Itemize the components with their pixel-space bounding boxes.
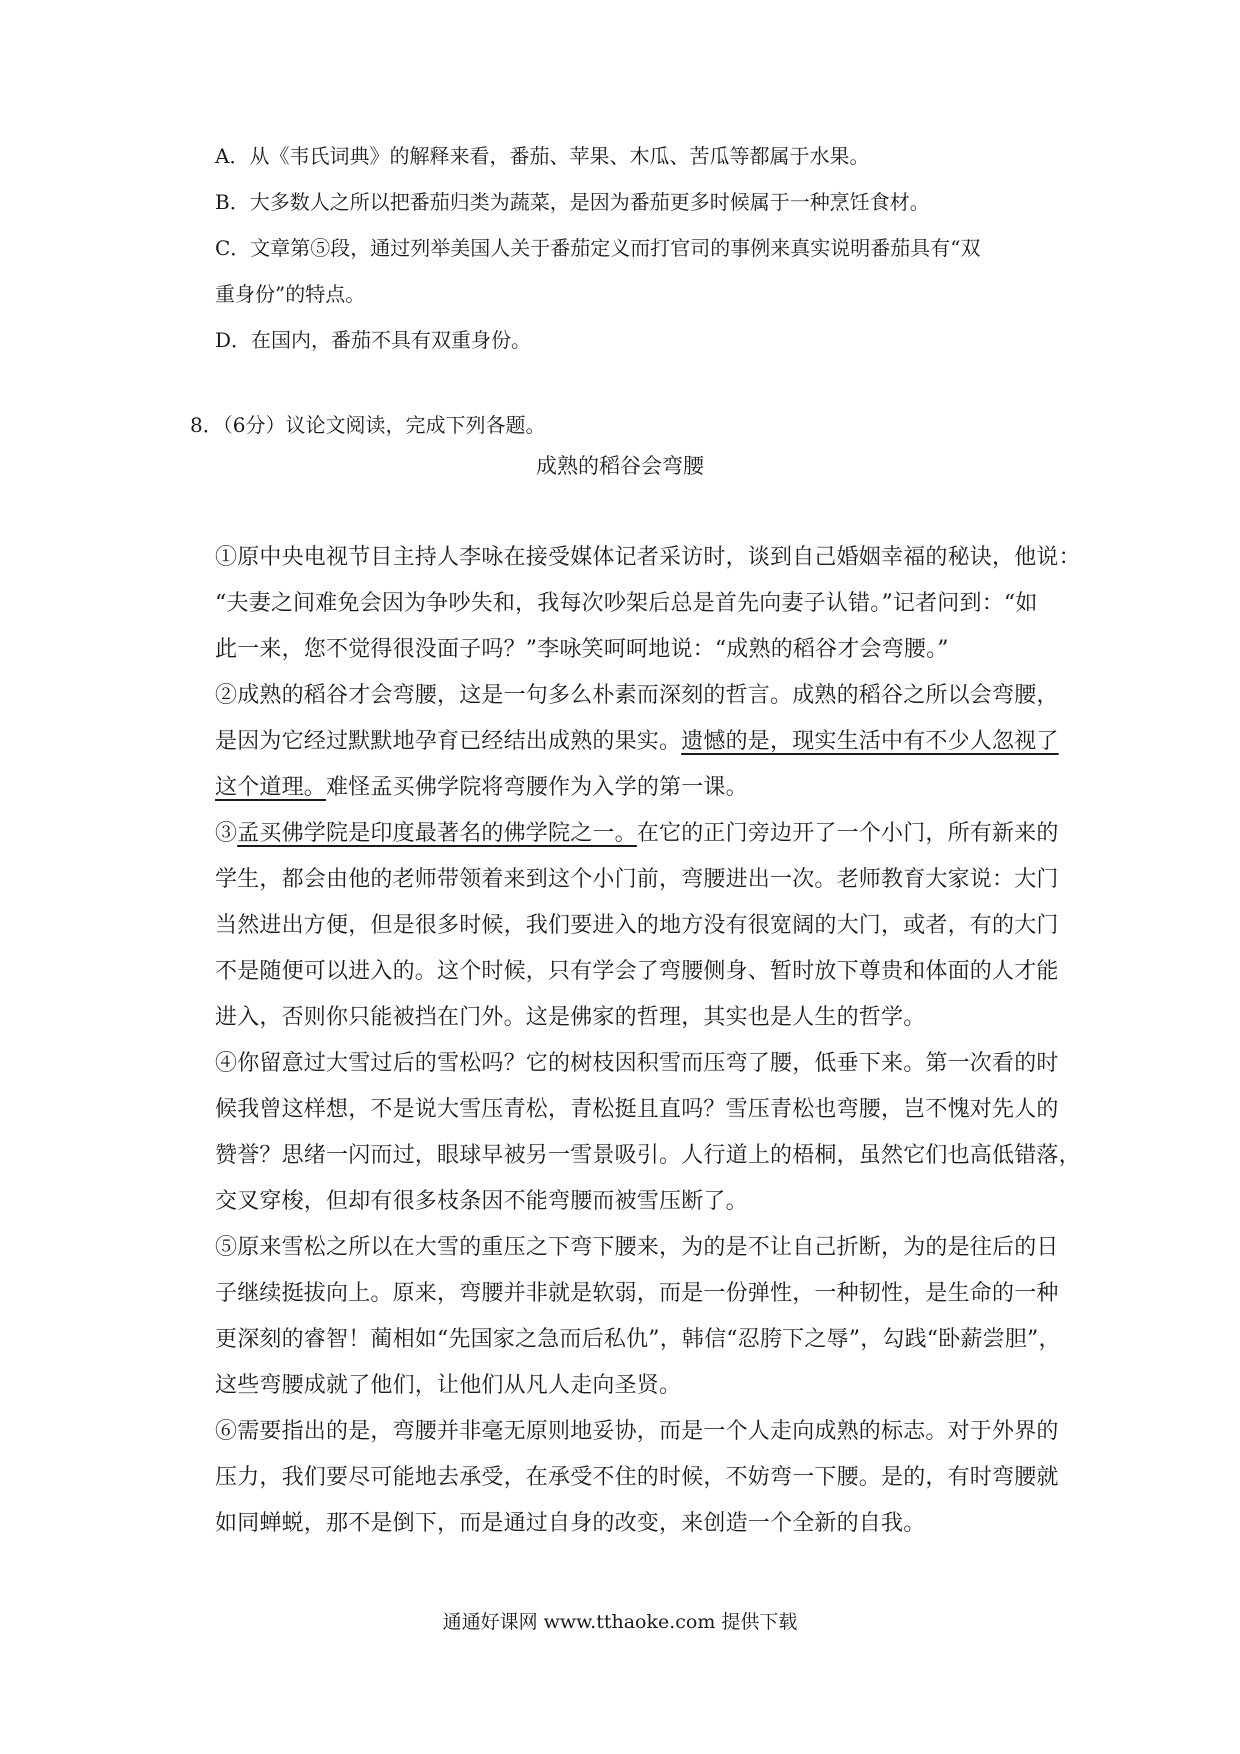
paragraph-line: 交叉穿梭，但却有很多枝条因不能弯腰而被雪压断了。 (215, 1189, 748, 1214)
option-c-line-1: C．文章第⑤段，通过列举美国人关于番茄定义而打官司的事例来真实说明番茄具有“双 (215, 236, 981, 260)
underlined-sentence: 这个道理。 (215, 775, 327, 800)
paragraph-line: 进入，否则你只能被挡在门外。这是佛家的哲理，其实也是人生的哲学。 (215, 1005, 926, 1030)
underlined-sentence: 孟买佛学院是印度最著名的佛学院之一。 (237, 821, 637, 846)
paragraph-line: 压力，我们要尽可能地去承受，在承受不住的时候，不妨弯一下腰。是的，有时弯腰就 (215, 1465, 1059, 1490)
paragraph-line: “夫妻之间难免会因为争吵失和，我每次吵架后总是首先向妻子认错。”记者问到：“如 (215, 591, 1038, 616)
paragraph-line: 学生，都会由他的老师带领着来到这个小门前，弯腰进出一次。老师教育大家说：大门 (215, 867, 1059, 892)
paragraph-line: 候我曾这样想，不是说大雪压青松，青松挺且直吗？雪压青松也弯腰，岂不愧对先人的 (215, 1097, 1059, 1122)
option-c (215, 225, 1055, 317)
paragraph-line: 当然进出方便，但是很多时候，我们要进入的地方没有很宽阔的大门，或者，有的大门 (215, 913, 1059, 938)
paragraph-line: 这些弯腰成就了他们，让他们从凡人走向圣贤。 (215, 1373, 682, 1398)
paragraph-line: 更深刻的睿智！蔺相如“先国家之急而后私仇”，韩信“忍胯下之辱”，勾践“卧薪尝胆”， (215, 1327, 1061, 1352)
paragraph-text: 难怪孟买佛学院将弯腰作为入学的第一课。 (326, 775, 748, 800)
paragraph-text: 是因为它经过默默地孕育已经结出成熟的果实。 (215, 729, 682, 754)
paragraph-1 (215, 535, 1081, 673)
paragraph-line: 子继续挺拔向上。原来，弯腰并非就是软弱，而是一份弹性，一种韧性，是生命的一种 (215, 1281, 1059, 1306)
paragraph-line: ④你留意过大雪过后的雪松吗？它的树枝因积雪而压弯了腰，低垂下来。第一次看的时 (215, 1051, 1059, 1076)
paragraph-line: ①原中央电视节目主持人李咏在接受媒体记者采访时，谈到自己婚姻幸福的秘诀，他说： (215, 545, 1081, 570)
paragraph-3 (215, 811, 1060, 1041)
paragraph-text: ③ (215, 821, 238, 846)
paragraph-line: ②成熟的稻谷才会弯腰，这是一句多么朴素而深刻的哲言。成熟的稻谷之所以会弯腰， (215, 683, 1059, 708)
paragraph-line: 不是随便可以进入的。这个时候，只有学会了弯腰侧身、暂时放下尊贵和体面的人才能 (215, 959, 1059, 984)
paragraph-6 (215, 1409, 1060, 1547)
paragraph-line: 此一来，您不觉得很没面子吗？”李咏笑呵呵地说：“成熟的稻谷才会弯腰。” (215, 637, 949, 662)
underlined-sentence: 遗憾的是，现实生活中有不少人忽视了 (681, 729, 1059, 754)
paragraph-line: 如同蝉蜕，那不是倒下，而是通过自身的改变，来创造一个全新的自我。 (215, 1511, 926, 1536)
paragraph-line (215, 719, 1060, 765)
question-8-heading: 8．（6分）议论文阅读，完成下列各题。 (190, 413, 546, 437)
paragraph-line: 赞誉？思绪一闪而过，眼球早被另一雪景吸引。人行道上的梧桐，虽然它们也高低错落， (215, 1143, 1081, 1168)
paragraph-5 (215, 1225, 1060, 1409)
paragraph-line (215, 811, 1060, 857)
paragraph-line (215, 765, 1060, 811)
paragraph-4 (215, 1041, 1081, 1225)
option-b: B．大多数人之所以把番茄归类为蔬菜，是因为番茄更多时候属于一种烹饪食材。 (215, 190, 930, 214)
option-a: A．从《韦氏词典》的解释来看，番茄、苹果、木瓜、苦瓜等都属于水果。 (215, 144, 870, 168)
paragraph-text: 在它的正门旁边开了一个小门，所有新来的 (636, 821, 1059, 846)
page-footer: 通通好课网 www.tthaoke.com 提供下载 (442, 1611, 798, 1633)
paragraph-2 (215, 673, 1060, 811)
paragraph-line: ⑥需要指出的是，弯腰并非毫无原则地妥协，而是一个人走向成熟的标志。对于外界的 (215, 1419, 1059, 1444)
paragraph-line: ⑤原来雪松之所以在大雪的重压之下弯下腰来，为的是不让自己折断，为的是往后的日 (215, 1235, 1059, 1260)
option-d: D．在国内，番茄不具有双重身份。 (215, 328, 532, 352)
article-title: 成熟的稻谷会弯腰 (536, 454, 704, 478)
option-c-line-2: 重身份”的特点。 (215, 282, 366, 306)
